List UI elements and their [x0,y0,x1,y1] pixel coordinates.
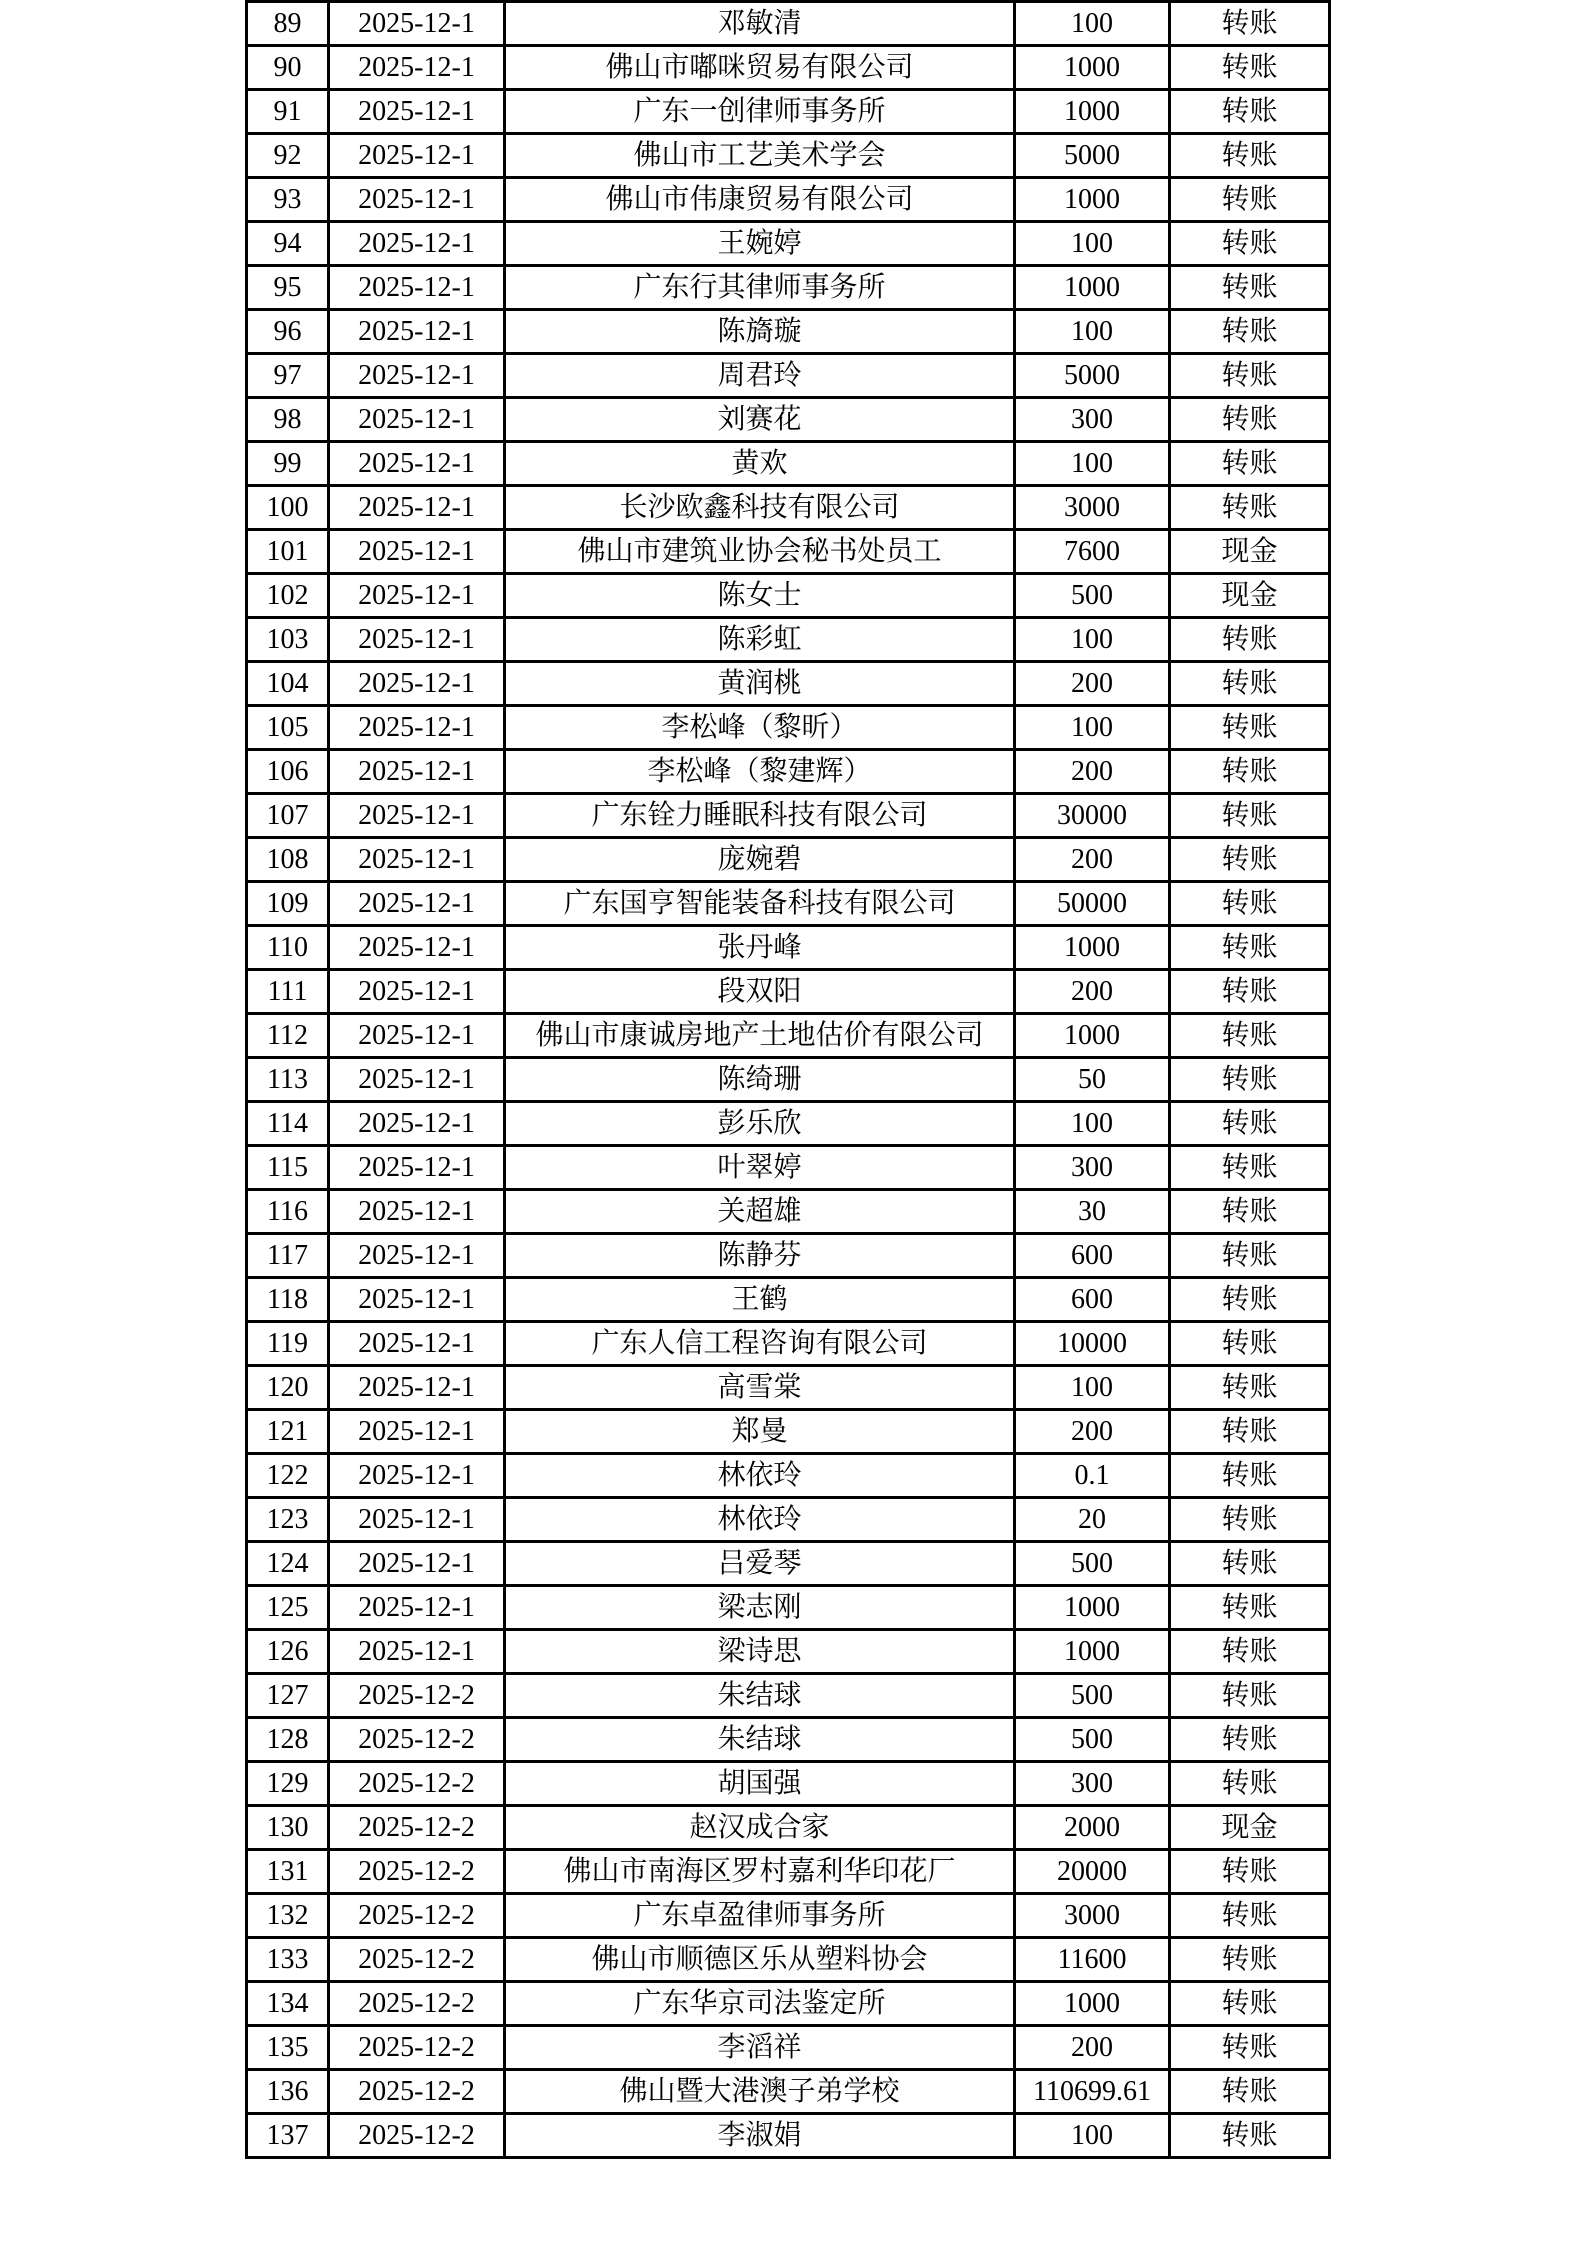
row-number-cell: 124 [247,1542,329,1586]
donor-name-cell: 林依玲 [505,1498,1015,1542]
amount-cell: 500 [1015,574,1170,618]
table-row [247,1982,1330,2026]
amount-cell: 20 [1015,1498,1170,1542]
amount-cell: 50 [1015,1058,1170,1102]
table-row [247,442,1330,486]
table-row [247,1190,1330,1234]
donor-name-cell: 王婉婷 [505,222,1015,266]
donor-name-cell: 佛山市伟康贸易有限公司 [505,178,1015,222]
date-cell: 2025-12-2 [329,2114,505,2158]
date-cell: 2025-12-2 [329,1674,505,1718]
payment-method-cell: 转账 [1170,662,1330,706]
table-row [247,1586,1330,1630]
date-cell: 2025-12-1 [329,1542,505,1586]
row-number-cell: 91 [247,90,329,134]
donor-name-cell: 佛山市顺德区乐从塑料协会 [505,1938,1015,1982]
table-row [247,266,1330,310]
payment-method-cell: 转账 [1170,794,1330,838]
amount-cell: 200 [1015,1410,1170,1454]
date-cell: 2025-12-1 [329,882,505,926]
row-number-cell: 133 [247,1938,329,1982]
table-row [247,222,1330,266]
row-number-cell: 109 [247,882,329,926]
date-cell: 2025-12-1 [329,706,505,750]
donor-name-cell: 吕爱琴 [505,1542,1015,1586]
amount-cell: 500 [1015,1674,1170,1718]
table-row [247,134,1330,178]
payment-method-cell: 转账 [1170,1630,1330,1674]
date-cell: 2025-12-1 [329,574,505,618]
row-number-cell: 97 [247,354,329,398]
donor-name-cell: 佛山暨大港澳子弟学校 [505,2070,1015,2114]
donor-name-cell: 广东行其律师事务所 [505,266,1015,310]
amount-cell: 30000 [1015,794,1170,838]
row-number-cell: 117 [247,1234,329,1278]
amount-cell: 100 [1015,618,1170,662]
payment-method-cell: 现金 [1170,574,1330,618]
payment-method-cell: 转账 [1170,1366,1330,1410]
row-number-cell: 104 [247,662,329,706]
amount-cell: 1000 [1015,926,1170,970]
payment-method-cell: 现金 [1170,530,1330,574]
donor-name-cell: 李松峰（黎建辉） [505,750,1015,794]
table-row [247,970,1330,1014]
donor-name-cell: 林依玲 [505,1454,1015,1498]
donor-name-cell: 陈彩虹 [505,618,1015,662]
payment-method-cell: 转账 [1170,1762,1330,1806]
payment-method-cell: 转账 [1170,310,1330,354]
date-cell: 2025-12-1 [329,310,505,354]
payment-method-cell: 转账 [1170,398,1330,442]
amount-cell: 200 [1015,750,1170,794]
table-row [247,574,1330,618]
table-row [247,1674,1330,1718]
payment-method-cell: 转账 [1170,1234,1330,1278]
donation-records-table [245,0,1331,2159]
payment-method-cell: 转账 [1170,1278,1330,1322]
date-cell: 2025-12-1 [329,1366,505,1410]
row-number-cell: 96 [247,310,329,354]
donor-name-cell: 梁志刚 [505,1586,1015,1630]
row-number-cell: 90 [247,46,329,90]
date-cell: 2025-12-1 [329,1234,505,1278]
donor-name-cell: 段双阳 [505,970,1015,1014]
row-number-cell: 113 [247,1058,329,1102]
date-cell: 2025-12-1 [329,2,505,46]
payment-method-cell: 转账 [1170,750,1330,794]
table-row [247,1454,1330,1498]
amount-cell: 100 [1015,310,1170,354]
date-cell: 2025-12-1 [329,442,505,486]
donor-name-cell: 长沙欧鑫科技有限公司 [505,486,1015,530]
date-cell: 2025-12-2 [329,1806,505,1850]
amount-cell: 100 [1015,706,1170,750]
date-cell: 2025-12-1 [329,1058,505,1102]
payment-method-cell: 转账 [1170,486,1330,530]
date-cell: 2025-12-2 [329,1938,505,1982]
date-cell: 2025-12-1 [329,1586,505,1630]
amount-cell: 600 [1015,1234,1170,1278]
donor-name-cell: 李滔祥 [505,2026,1015,2070]
amount-cell: 200 [1015,2026,1170,2070]
table-row [247,750,1330,794]
row-number-cell: 108 [247,838,329,882]
donor-name-cell: 朱结球 [505,1674,1015,1718]
row-number-cell: 100 [247,486,329,530]
amount-cell: 300 [1015,1146,1170,1190]
row-number-cell: 89 [247,2,329,46]
donor-name-cell: 梁诗思 [505,1630,1015,1674]
row-number-cell: 136 [247,2070,329,2114]
amount-cell: 500 [1015,1718,1170,1762]
row-number-cell: 95 [247,266,329,310]
payment-method-cell: 转账 [1170,1058,1330,1102]
date-cell: 2025-12-1 [329,134,505,178]
row-number-cell: 120 [247,1366,329,1410]
amount-cell: 5000 [1015,134,1170,178]
payment-method-cell: 转账 [1170,2,1330,46]
row-number-cell: 125 [247,1586,329,1630]
row-number-cell: 137 [247,2114,329,2158]
table-row [247,1410,1330,1454]
payment-method-cell: 转账 [1170,618,1330,662]
date-cell: 2025-12-1 [329,1146,505,1190]
row-number-cell: 94 [247,222,329,266]
date-cell: 2025-12-1 [329,486,505,530]
row-number-cell: 119 [247,1322,329,1366]
date-cell: 2025-12-1 [329,1630,505,1674]
date-cell: 2025-12-1 [329,1498,505,1542]
table-row [247,618,1330,662]
table-row [247,1498,1330,1542]
table-row [247,926,1330,970]
payment-method-cell: 转账 [1170,1894,1330,1938]
table-row [247,1762,1330,1806]
amount-cell: 1000 [1015,1014,1170,1058]
date-cell: 2025-12-1 [329,838,505,882]
date-cell: 2025-12-2 [329,2026,505,2070]
amount-cell: 100 [1015,1102,1170,1146]
table-row [247,1146,1330,1190]
table-row [247,1058,1330,1102]
row-number-cell: 134 [247,1982,329,2026]
amount-cell: 200 [1015,838,1170,882]
table-row [247,178,1330,222]
amount-cell: 100 [1015,442,1170,486]
table-row [247,1366,1330,1410]
donor-name-cell: 胡国强 [505,1762,1015,1806]
amount-cell: 1000 [1015,266,1170,310]
date-cell: 2025-12-1 [329,1454,505,1498]
row-number-cell: 126 [247,1630,329,1674]
row-number-cell: 131 [247,1850,329,1894]
amount-cell: 5000 [1015,354,1170,398]
amount-cell: 200 [1015,662,1170,706]
donor-name-cell: 广东卓盈律师事务所 [505,1894,1015,1938]
row-number-cell: 103 [247,618,329,662]
amount-cell: 110699.61 [1015,2070,1170,2114]
payment-method-cell: 转账 [1170,2070,1330,2114]
donor-name-cell: 陈女士 [505,574,1015,618]
date-cell: 2025-12-2 [329,1850,505,1894]
table-row [247,1322,1330,1366]
row-number-cell: 107 [247,794,329,838]
row-number-cell: 115 [247,1146,329,1190]
donor-name-cell: 高雪棠 [505,1366,1015,1410]
donor-name-cell: 赵汉成合家 [505,1806,1015,1850]
table-row [247,1938,1330,1982]
table-row [247,1806,1330,1850]
date-cell: 2025-12-2 [329,2070,505,2114]
amount-cell: 3000 [1015,486,1170,530]
amount-cell: 11600 [1015,1938,1170,1982]
date-cell: 2025-12-2 [329,1894,505,1938]
amount-cell: 7600 [1015,530,1170,574]
row-number-cell: 99 [247,442,329,486]
row-number-cell: 118 [247,1278,329,1322]
table-row [247,1278,1330,1322]
amount-cell: 100 [1015,1366,1170,1410]
donor-name-cell: 陈旖璇 [505,310,1015,354]
payment-method-cell: 转账 [1170,1102,1330,1146]
payment-method-cell: 转账 [1170,1498,1330,1542]
donor-name-cell: 广东铨力睡眠科技有限公司 [505,794,1015,838]
payment-method-cell: 转账 [1170,926,1330,970]
date-cell: 2025-12-1 [329,354,505,398]
date-cell: 2025-12-2 [329,1982,505,2026]
payment-method-cell: 转账 [1170,838,1330,882]
table-row [247,2026,1330,2070]
date-cell: 2025-12-1 [329,1014,505,1058]
payment-method-cell: 转账 [1170,1542,1330,1586]
table-row [247,1630,1330,1674]
table-row [247,1234,1330,1278]
date-cell: 2025-12-1 [329,178,505,222]
payment-method-cell: 转账 [1170,1982,1330,2026]
donor-name-cell: 张丹峰 [505,926,1015,970]
amount-cell: 1000 [1015,90,1170,134]
table-row [247,1014,1330,1058]
date-cell: 2025-12-1 [329,46,505,90]
payment-method-cell: 转账 [1170,1938,1330,1982]
date-cell: 2025-12-2 [329,1718,505,1762]
date-cell: 2025-12-2 [329,1762,505,1806]
row-number-cell: 101 [247,530,329,574]
amount-cell: 300 [1015,1762,1170,1806]
payment-method-cell: 转账 [1170,882,1330,926]
amount-cell: 100 [1015,2114,1170,2158]
table-row [247,90,1330,134]
amount-cell: 1000 [1015,178,1170,222]
amount-cell: 1000 [1015,1982,1170,2026]
donor-name-cell: 邓敏清 [505,2,1015,46]
donor-name-cell: 佛山市建筑业协会秘书处员工 [505,530,1015,574]
donor-name-cell: 广东国亨智能装备科技有限公司 [505,882,1015,926]
amount-cell: 100 [1015,2,1170,46]
row-number-cell: 123 [247,1498,329,1542]
payment-method-cell: 转账 [1170,1410,1330,1454]
row-number-cell: 111 [247,970,329,1014]
donor-name-cell: 佛山市康诚房地产土地估价有限公司 [505,1014,1015,1058]
payment-method-cell: 转账 [1170,2026,1330,2070]
row-number-cell: 116 [247,1190,329,1234]
date-cell: 2025-12-1 [329,1102,505,1146]
row-number-cell: 121 [247,1410,329,1454]
amount-cell: 100 [1015,222,1170,266]
payment-method-cell: 现金 [1170,1806,1330,1850]
payment-method-cell: 转账 [1170,2114,1330,2158]
amount-cell: 1000 [1015,1630,1170,1674]
amount-cell: 1000 [1015,1586,1170,1630]
date-cell: 2025-12-1 [329,618,505,662]
date-cell: 2025-12-1 [329,1190,505,1234]
row-number-cell: 110 [247,926,329,970]
donor-name-cell: 庞婉碧 [505,838,1015,882]
table-row [247,46,1330,90]
date-cell: 2025-12-1 [329,222,505,266]
date-cell: 2025-12-1 [329,1322,505,1366]
donor-name-cell: 刘赛花 [505,398,1015,442]
amount-cell: 10000 [1015,1322,1170,1366]
row-number-cell: 132 [247,1894,329,1938]
payment-method-cell: 转账 [1170,1454,1330,1498]
payment-method-cell: 转账 [1170,222,1330,266]
row-number-cell: 105 [247,706,329,750]
donor-name-cell: 佛山市工艺美术学会 [505,134,1015,178]
row-number-cell: 114 [247,1102,329,1146]
donor-name-cell: 周君玲 [505,354,1015,398]
donor-name-cell: 叶翠婷 [505,1146,1015,1190]
donor-name-cell: 广东人信工程咨询有限公司 [505,1322,1015,1366]
payment-method-cell: 转账 [1170,442,1330,486]
row-number-cell: 98 [247,398,329,442]
table-row [247,1850,1330,1894]
date-cell: 2025-12-1 [329,1278,505,1322]
row-number-cell: 135 [247,2026,329,2070]
table-row [247,662,1330,706]
donor-name-cell: 黄欢 [505,442,1015,486]
donor-name-cell: 黄润桃 [505,662,1015,706]
donor-name-cell: 李淑娟 [505,2114,1015,2158]
donor-name-cell: 郑曼 [505,1410,1015,1454]
table-row [247,1102,1330,1146]
amount-cell: 600 [1015,1278,1170,1322]
table-row [247,794,1330,838]
table-row [247,310,1330,354]
payment-method-cell: 转账 [1170,178,1330,222]
date-cell: 2025-12-1 [329,750,505,794]
row-number-cell: 128 [247,1718,329,1762]
donor-name-cell: 广东一创律师事务所 [505,90,1015,134]
table-row [247,530,1330,574]
amount-cell: 200 [1015,970,1170,1014]
date-cell: 2025-12-1 [329,970,505,1014]
table-row [247,882,1330,926]
amount-cell: 50000 [1015,882,1170,926]
date-cell: 2025-12-1 [329,662,505,706]
payment-method-cell: 转账 [1170,46,1330,90]
payment-method-cell: 转账 [1170,1718,1330,1762]
table-row [247,706,1330,750]
donor-name-cell: 广东华京司法鉴定所 [505,1982,1015,2026]
amount-cell: 1000 [1015,46,1170,90]
table-row [247,2114,1330,2158]
row-number-cell: 102 [247,574,329,618]
date-cell: 2025-12-1 [329,1410,505,1454]
payment-method-cell: 转账 [1170,970,1330,1014]
payment-method-cell: 转账 [1170,90,1330,134]
date-cell: 2025-12-1 [329,398,505,442]
amount-cell: 3000 [1015,1894,1170,1938]
payment-method-cell: 转账 [1170,1850,1330,1894]
payment-method-cell: 转账 [1170,1190,1330,1234]
donor-name-cell: 关超雄 [505,1190,1015,1234]
payment-method-cell: 转账 [1170,706,1330,750]
row-number-cell: 92 [247,134,329,178]
payment-method-cell: 转账 [1170,1014,1330,1058]
donor-name-cell: 陈绮珊 [505,1058,1015,1102]
table-row [247,838,1330,882]
amount-cell: 500 [1015,1542,1170,1586]
table-row [247,486,1330,530]
payment-method-cell: 转账 [1170,1674,1330,1718]
payment-method-cell: 转账 [1170,266,1330,310]
donor-name-cell: 朱结球 [505,1718,1015,1762]
amount-cell: 20000 [1015,1850,1170,1894]
date-cell: 2025-12-1 [329,266,505,310]
table-row [247,2070,1330,2114]
donor-name-cell: 彭乐欣 [505,1102,1015,1146]
payment-method-cell: 转账 [1170,1322,1330,1366]
donor-name-cell: 佛山市南海区罗村嘉利华印花厂 [505,1850,1015,1894]
table-row [247,1718,1330,1762]
row-number-cell: 129 [247,1762,329,1806]
donor-name-cell: 王鹤 [505,1278,1015,1322]
donor-name-cell: 佛山市嘟咪贸易有限公司 [505,46,1015,90]
row-number-cell: 122 [247,1454,329,1498]
table-row [247,2,1330,46]
row-number-cell: 130 [247,1806,329,1850]
table-row [247,398,1330,442]
donor-name-cell: 李松峰（黎昕） [505,706,1015,750]
row-number-cell: 106 [247,750,329,794]
date-cell: 2025-12-1 [329,90,505,134]
table-row [247,1542,1330,1586]
row-number-cell: 93 [247,178,329,222]
payment-method-cell: 转账 [1170,1146,1330,1190]
payment-method-cell: 转账 [1170,1586,1330,1630]
row-number-cell: 127 [247,1674,329,1718]
date-cell: 2025-12-1 [329,794,505,838]
table-row [247,354,1330,398]
amount-cell: 300 [1015,398,1170,442]
donor-name-cell: 陈静芬 [505,1234,1015,1278]
amount-cell: 30 [1015,1190,1170,1234]
table-row [247,1894,1330,1938]
row-number-cell: 112 [247,1014,329,1058]
date-cell: 2025-12-1 [329,530,505,574]
donation-table-body [247,2,1330,2158]
amount-cell: 2000 [1015,1806,1170,1850]
payment-method-cell: 转账 [1170,134,1330,178]
amount-cell: 0.1 [1015,1454,1170,1498]
date-cell: 2025-12-1 [329,926,505,970]
payment-method-cell: 转账 [1170,354,1330,398]
